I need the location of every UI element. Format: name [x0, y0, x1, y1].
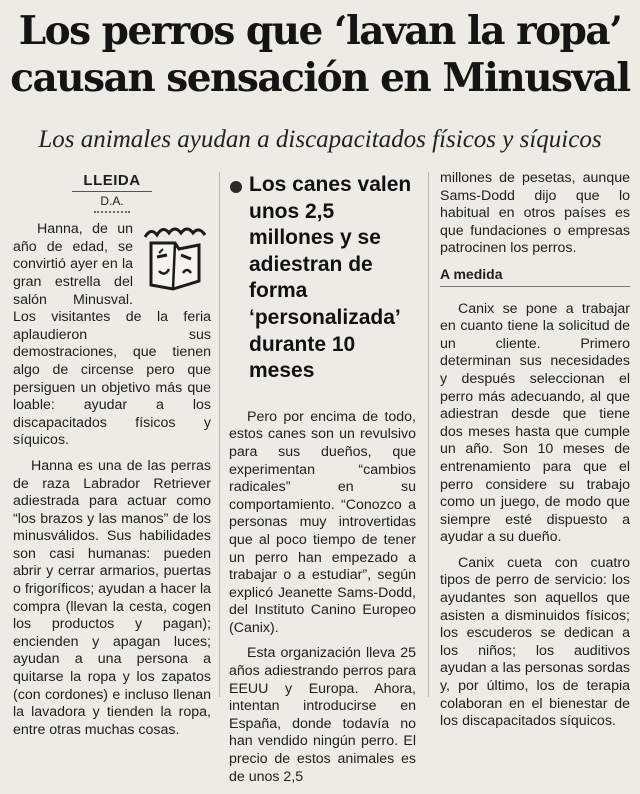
paragraph: Pero por encima de todo, estos canes son un revulsivo para sus dueños, que experimentan “cambios radicales” en su comportamiento. “Conozco a personas muy introvertidas que al poco tiempo de tener un perro han empezado a trabajar o a estudiar”, según explicó Jeanette Sams-Dodd, del Instituto Canino Europeo (Canix).: [229, 408, 416, 636]
byline-place: LLEIDA: [72, 172, 152, 192]
face-logo-icon: [139, 223, 211, 295]
column-divider: [219, 172, 220, 697]
section-gap: [440, 289, 630, 301]
paragraph: Esta organización lleva 25 años adiestrando perros para EEUU y Europa. Ahora, intentan introducirse en España, donde todavía no han vendido ningún perro. El precio de estos animales es de unos 2,5: [229, 645, 416, 785]
face-logo-graphic: [139, 223, 211, 295]
paragraph: Canix cueta con cuatro tipos de perro de servicio: los ayudantes son aquellos que asisten a disminuidos físicos; los escuderos se dedican a los niños; los auditivos ayudan a las personas sordas y, por último, los de terapia colaboran en el bienestar de los discapacitados síquicos.: [440, 554, 630, 730]
column-divider: [428, 172, 429, 697]
paragraph: Hanna es una de las perras de raza Labrador Retriever adiestrada para actuar como “los brazos y las manos” de los minusválidos. Sus habilidades son casi humanas: pueden abrir y cerrar armarios, puertas o frigoríficos; ayudan a hacer la compra (llevan la cesta, cogen los productos y pagan); encienden y apagan luces; ayudan a una persona a quitarse la ropa y los zapatos (con cordones) e incluso llenan la lavadora y tienden la ropa, entre otras muchas cosas.: [13, 457, 211, 738]
headline: Los perros que ‘lavan la ropa’ causan sensación en Minusval: [10, 8, 630, 101]
highlight-text: Los canes valen unos 2,5 millones y se adiestran de forma ‘personalizada’ durante 10 meses: [249, 173, 412, 383]
section-title: A medida: [440, 266, 630, 287]
byline-author: D.A.: [100, 193, 124, 208]
byline-divider: [94, 211, 130, 213]
paragraph: millones de pesetas, aunque Sams-Dodd dijo que lo habitual en otros países es que fundaciones o empresas patrocinen los perros.: [440, 170, 630, 257]
article-column-1: [13, 172, 211, 747]
subheadline: Los animales ayudan a discapacitados físicos y síquicos: [38, 126, 602, 153]
highlight-box: [229, 172, 416, 385]
paragraph: Canix se pone a trabajar en cuanto tiene la solicitud de un cliente. Primero determinan sus necesidades y después seleccionan el perro más adecuando, al que adiestran desde que tiene dos meses hasta que cumple un año. Son 10 meses de entrenamiento para que el perro considere su trabajo como un juego, de modo que siempre esté dispuesto a ayudar a su dueño.: [440, 300, 630, 546]
article-column-2: [229, 172, 416, 794]
article-column-3: [440, 170, 630, 739]
bullet-icon: [230, 181, 242, 193]
paragraph: Hanna, de un año de edad, se convirtió ayer en la gran estrella del salón Minusval. Los visitantes de la feria aplaudieron sus demostraciones, que tienen algo de circense pero que persiguen un objetivo más que loable: ayudar a los discapacitados físicos y síquicos.: [13, 221, 211, 449]
